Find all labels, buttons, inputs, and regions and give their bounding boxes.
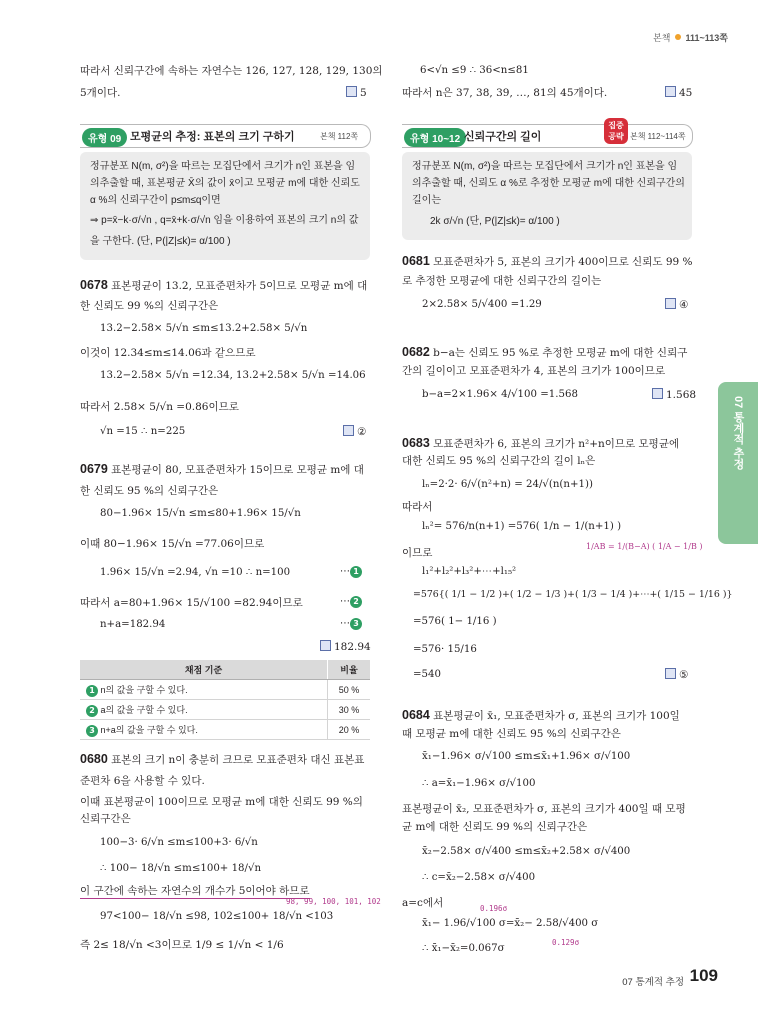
problem-0684-eq-5: x̄₁− 1.96/√100 σ=x̄₂− 2.58/√400 σ [422,918,599,929]
problem-0683-line-2: 대한 신뢰도 95 %의 신뢰구간의 길이 lₙ은 [402,455,596,467]
answer-icon [665,668,676,679]
problem-0681-eq-1: 2×2.58× 5/√400 =1.29 [422,299,542,310]
summary-10-12-line: 정규분포 N(m, σ²)을 따르는 모집단에서 크기가 n인 표본을 임 [412,161,678,172]
step-3-icon: 3 [350,618,362,630]
problem-number: 0680 [80,752,108,766]
problem-0683-eq-1: lₙ=2·2· 6/√(n²+n) = 24/√(n(n+1)) [422,479,593,490]
step-arrow: ⋯ [340,566,350,577]
problem-0680-line-3: 이때 표본평균이 100이므로 모평균 m에 대한 신뢰도 99 %의 [80,796,363,808]
problem-0680-line-2: 준편차 6을 사용할 수 있다. [80,775,205,787]
problem-0683-eq-4: =576{( 1/1 − 1/2 )+( 1/2 − 1/3 )+( 1/3 − 1/4 )+⋯+( 1/15 − 1/16 )} [413,589,733,600]
right-top-line-2: 따라서 n은 37, 38, 39, …, 81의 45개이다. [402,87,608,99]
intro-answer-value: 5 [360,87,367,99]
problem-0683-line-6: 이므로 [402,547,433,559]
problem-0683-eq-3: l₁²+l₂²+l₃²+⋯+l₁₅² [422,566,517,577]
problem-number: 0678 [80,278,108,292]
answer-0682 [652,388,696,401]
problem-number: 0679 [80,462,108,476]
problem-number: 0684 [402,708,430,722]
step-marker-3 [340,618,362,630]
problem-0678-text: 표본평균이 13.2, 모표준편차가 5이므로 모평균 m에 대 [111,280,368,292]
problem-0680-note: 98, 99, 100, 101, 102 [286,897,381,906]
problem-0683-hint: 1/AB = 1/(B−A) ( 1/A − 1/B ) [586,542,703,551]
problem-0679-line-6: 따라서 a=80+1.96× 15/√100 =82.94이므로 [80,597,303,609]
footer-chapter: 07 통계적 추정 [622,977,684,988]
step-marker-1 [340,566,362,578]
problem-0684-text: 표본평균이 x̄₁, 모표준편차가 σ, 표본의 크기가 100일 [433,710,680,722]
answer-icon [320,640,331,651]
problem-0684-eq-4: ∴ c=x̄₂−2.58× σ/√400 [422,872,536,883]
problem-0678-line-4: 이것이 12.34≤m≤14.06과 같으므로 [80,347,256,359]
problem-number: 0682 [402,345,430,359]
problem-0680-line-9: 즉 2≤ 18/√n <3이므로 1/9 ≤ 1/√n < 1/6 [80,939,284,951]
step-arrow: ⋯ [340,618,350,629]
problem-0678-line-6: 따라서 2.58× 5/√n =0.86이므로 [80,401,239,413]
score-ratio: 20 % [328,720,371,740]
step-2-icon: 2 [350,596,362,608]
problem-0684-eq-3: x̄₂−2.58× σ/√400 ≤m≤x̄₂+2.58× σ/√400 [422,846,631,857]
problem-0680-line-4: 신뢰구간은 [80,813,131,825]
problem-0684-note-2: 0.129σ [552,938,580,947]
problem-0680-line-7: 이 구간에 속하는 자연수의 개수가 5이어야 하므로 [80,885,310,897]
score-table [80,660,370,740]
problem-0680-text: 표본의 크기 n이 충분히 크므로 모표준편차 대신 표본표 [111,754,365,766]
page-ref-label: 본책 [653,33,671,43]
answer-0681 [665,298,688,311]
problem-0683-text: 모표준편차가 6, 표본의 크기가 n²+n이므로 모평균에 [433,438,680,450]
section-10-12-ref: 본책 112~114쪽 [630,132,686,141]
step-arrow: ⋯ [340,596,350,607]
problem-0682-line-1 [402,345,687,360]
answer-0683 [665,668,688,681]
section-09-title: 모평균의 추정: 표본의 크기 구하기 [130,131,295,143]
score-criteria: a의 값을 구할 수 있다. [100,704,188,715]
problem-0683-eq-5: =576( 1− 1/16 ) [413,616,497,627]
intro-line-1: 따라서 신뢰구간에 속하는 자연수는 126, 127, 128, 129, 130의 [80,65,383,77]
problem-0683-line-1 [402,436,679,451]
score-criteria: n의 값을 구할 수 있다. [100,684,188,695]
answer-0679 [320,640,371,653]
summary-10-12-line: 2k σ/√n (단, P(|Z|≤k)= α/100 ) [430,216,560,227]
table-row [80,720,370,740]
problem-0679-line-1 [80,462,364,477]
problem-0683-eq-2: lₙ²= 576/n(n+1) =576( 1/n − 1/(n+1) ) [422,521,622,532]
answer-0679-value: 182.94 [334,641,371,653]
right-top-answer [665,86,692,99]
problem-0678-line-2: 한 신뢰도 99 %의 신뢰구간은 [80,300,219,312]
summary-09-line: 을 구한다. (단, P(|Z|≤k)= α/100 ) [90,236,231,247]
section-09-ref: 본책 112쪽 [320,132,359,141]
section-10-12-title: 신뢰구간의 길이 [464,131,542,143]
chapter-side-tab-label: 07 통계적 추정 [732,396,744,470]
problem-0678-eq-1: 13.2−2.58× 5/√n ≤m≤13.2+2.58× 5/√n [100,323,308,334]
score-head-criteria: 채점 기준 [80,660,328,680]
problem-0684-eq-2: ∴ a=x̄₁−1.96× σ/√100 [422,778,536,789]
score-table-header [80,660,370,680]
answer-0681-value: ④ [679,299,689,311]
problem-0681-line-2: 로 추정한 모평균에 대한 신뢰구간의 길이는 [402,275,602,287]
summary-10-12-text [412,158,685,230]
problem-0680-eq-2: ∴ 100− 18/√n ≤m≤100+ 18/√n [100,863,262,874]
answer-icon [665,86,676,97]
problem-0684-line-1 [402,708,680,723]
score-ratio: 50 % [328,680,371,700]
problem-0682-line-2: 간의 길이이고 모표준편차가 4, 표본의 크기가 100이므로 [402,365,666,377]
section-09-badge: 유형 09 [82,128,127,147]
step-3-icon: 3 [86,725,98,737]
summary-10-12-line: 의추출할 때, 신뢰도 α %로 추정한 모평균 m에 대한 신뢰구간의 [412,178,685,189]
right-top-answer-value: 45 [679,87,693,99]
problem-0679-eq-2: 1.96× 15/√n =2.94, √n =10 ∴ n=100 [100,567,291,578]
step-1-icon: 1 [86,685,98,697]
problem-0682-text: b−a는 신뢰도 95 %로 추정한 모평균 m에 대한 신뢰구 [433,347,688,359]
problem-0684-line-2: 때 모평균 m에 대한 신뢰도 95 %의 신뢰구간은 [402,728,621,740]
problem-0678-eq-3: √n =15 ∴ n=225 [100,426,186,437]
problem-0684-line-9: a=c에서 [402,897,444,909]
table-row [80,700,370,720]
right-top-eq: 6<√n ≤9 ∴ 36<n≤81 [420,65,529,76]
chapter-side-tab [718,382,758,544]
page-ref [653,31,728,44]
score-head-ratio: 비율 [328,660,371,680]
answer-icon [665,298,676,309]
focus-tag: 집중 공략 [604,118,628,144]
problem-0682-eq-1: b−a=2×1.96× 4/√100 =1.568 [422,389,578,400]
answer-icon [652,388,663,399]
problem-0684-eq-1: x̄₁−1.96× σ/√100 ≤m≤x̄₁+1.96× σ/√100 [422,751,631,762]
problem-0684-line-6: 균 m에 대한 신뢰도 99 %의 신뢰구간은 [402,821,588,833]
summary-09-line: ⇒ p=x̄−k·σ/√n , q=x̄+k·σ/√n 임을 이용하여 표본의 크기 n의 값 [90,215,359,226]
summary-10-12-line: 길이는 [412,195,441,206]
summary-09-line: 의추출할 때, 표본평균 X̄의 값이 x̄이고 모평균 m에 대한 신뢰도 [90,178,360,189]
problem-number: 0683 [402,436,430,450]
summary-09-line: α %의 신뢰구간이 p≤m≤q이면 [90,195,221,206]
summary-09-line: 정규분포 N(m, σ²)을 따르는 모집단에서 크기가 n인 표본을 임 [90,161,356,172]
problem-0679-line-4: 이때 80−1.96× 15/√n =77.06이므로 [80,538,265,550]
table-row [80,680,370,700]
problem-0683-eq-6: =576· 15/16 [413,644,477,655]
problem-0680-eq-1: 100−3· 6/√n ≤m≤100+3· 6/√n [100,837,258,848]
intro-line-2: 5개이다. [80,87,121,99]
summary-09-text [90,158,360,250]
answer-icon [343,425,354,436]
problem-0683-line-4: 따라서 [402,501,433,513]
answer-icon [346,86,357,97]
problem-0680-eq-3: 97<100− 18/√n ≤98, 102≤100+ 18/√n <103 [100,911,334,922]
problem-0679-eq-3: n+a=182.94 [100,619,166,630]
problem-0678-eq-2: 13.2−2.58× 5/√n =12.34, 13.2+2.58× 5/√n =14.06 [100,370,366,381]
page-ref-range: 111~113쪽 [685,33,728,43]
intro-answer [346,86,367,99]
answer-0678 [343,425,366,438]
score-criteria: n+a의 값을 구할 수 있다. [100,724,198,735]
step-1-icon: 1 [350,566,362,578]
step-marker-2 [340,596,362,608]
dot-icon [675,34,681,40]
problem-0680-line-1 [80,752,364,767]
problem-0684-note-1: 0.196σ [480,904,508,913]
step-2-icon: 2 [86,705,98,717]
problem-0679-text: 표본평균이 80, 모표준편차가 15이므로 모평균 m에 대 [111,464,364,476]
answer-0682-value: 1.568 [666,389,697,401]
answer-0678-value: ② [357,426,367,438]
problem-0679-line-2: 한 신뢰도 95 %의 신뢰구간은 [80,485,219,497]
section-10-12-badge: 유형 10~12 [404,128,466,147]
problem-0684-line-5: 표본평균이 x̄₂, 모표준편차가 σ, 표본의 크기가 400일 때 모평 [402,803,686,815]
problem-0681-line-1 [402,254,693,269]
page-number: 109 [689,966,718,985]
problem-0678-line-1 [80,278,367,293]
problem-number: 0681 [402,254,430,268]
score-ratio: 30 % [328,700,371,720]
problem-0679-eq-1: 80−1.96× 15/√n ≤m≤80+1.96× 15/√n [100,508,301,519]
answer-0683-value: ⑤ [679,669,689,681]
problem-0683-eq-7: =540 [413,669,441,680]
problem-0684-eq-6: ∴ x̄₁−x̄₂=0.067σ [422,943,505,954]
problem-0681-text: 모표준편차가 5, 표본의 크기가 400이므로 신뢰도 99 % [433,256,693,268]
